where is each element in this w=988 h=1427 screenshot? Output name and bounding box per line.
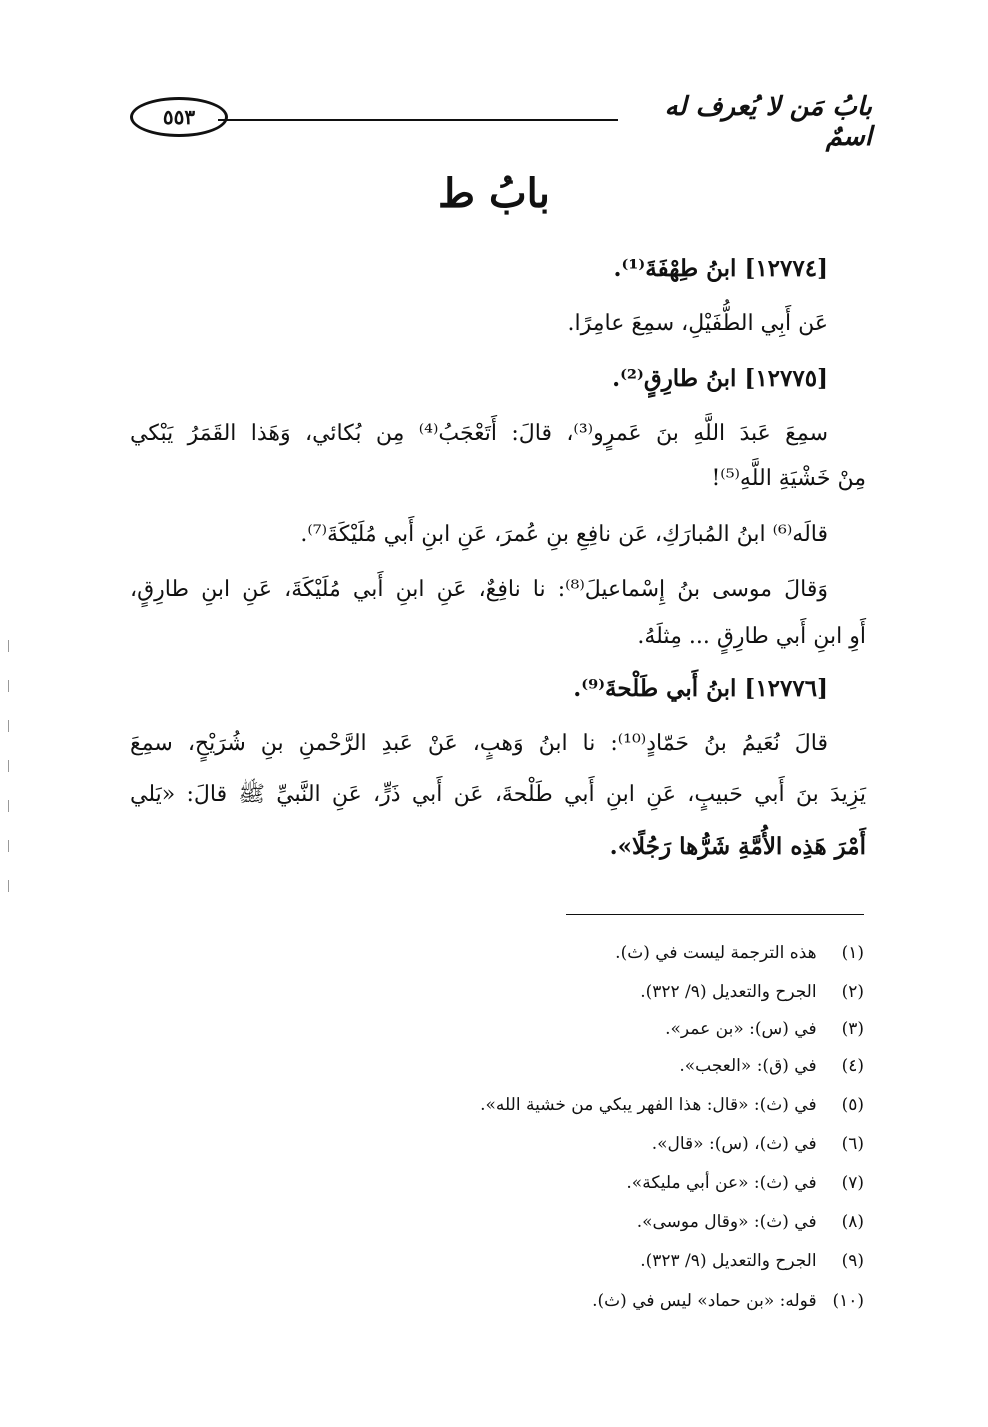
- footnote-text: في (ث): «عن أبي مليكة».: [626, 1173, 817, 1193]
- margin-mark: [8, 840, 9, 852]
- body-line: عَن أَبِي الطُّفَيْلِ، سمِعَ عامِرًا.: [567, 311, 828, 336]
- footnote-text: في (ث): «وقال موسى».: [636, 1212, 817, 1232]
- footnote: [200, 1209, 864, 1235]
- margin-mark: [8, 720, 9, 732]
- footnote-number: (١٠): [832, 1291, 864, 1311]
- footnote: [200, 979, 864, 1005]
- margin-mark: [8, 760, 9, 772]
- page-number: ٥٥٣: [130, 97, 228, 137]
- footnote-text: في (ق): «العجب».: [679, 1056, 817, 1076]
- footnote: [200, 1288, 864, 1314]
- footnote-text: هذه الترجمة ليست في (ث).: [615, 943, 817, 963]
- body-line: قالَه⁽⁶⁾ ابنُ المُبارَكِ، عَن نافِعِ بنِ عُمرَ، عَنِ ابنِ أَبي مُلَيْكَةَ⁽⁷⁾.: [300, 522, 828, 547]
- entry-heading: [١٢٧٧٦] ابنُ أَبي طَلْحةَ⁽⁹⁾.: [573, 675, 828, 702]
- footnote-text: قوله: «بن حماد» ليس في (ث).: [592, 1291, 817, 1311]
- footnote: [200, 1131, 864, 1157]
- header-rule: [218, 119, 618, 121]
- footnote: [200, 1170, 864, 1196]
- footnote-rule: [566, 914, 864, 915]
- margin-mark: [8, 640, 9, 652]
- footnote: [200, 1248, 864, 1274]
- footnote-number: (٨): [841, 1212, 864, 1232]
- footnote-number: (٣): [841, 1019, 864, 1039]
- footnote: [200, 940, 864, 966]
- footnote-number: (٧): [841, 1173, 864, 1193]
- footnote-number: (٤): [841, 1056, 864, 1076]
- footnote: [200, 1092, 864, 1118]
- entry-heading: [١٢٧٧٥] ابنُ طارِقٍ⁽²⁾.: [612, 365, 828, 392]
- body-line: يَزِيدَ بنَ أَبي حَبيبٍ، عَنِ ابنِ أَبي طَلْحةَ، عَن أَبي ذَرٍّ، عَنِ النَّبيِّ ﷺ قالَ: «يَلي: [130, 782, 866, 807]
- margin-mark: [8, 800, 9, 812]
- running-head: بابُ مَن لا يُعرف له اسمٌ: [664, 92, 872, 152]
- footnote-number: (١): [841, 943, 864, 963]
- body-line: سمِعَ عَبدَ اللَّهِ بنَ عَمرٍو⁽³⁾، قالَ: أَتَعْجَبُ⁽⁴⁾ مِن بُكائي، وَهَذا القَمَرُ يَبْكي: [130, 421, 828, 446]
- footnote-number: (٦): [841, 1134, 864, 1154]
- body-line: أَمْرَ هَذِه الأُمَّةِ شَرُّها رَجُلًا».: [609, 833, 866, 860]
- footnote-text: في (ث)، (س): «قال».: [651, 1134, 817, 1154]
- footnote-text: الجرح والتعديل (٩/ ٣٢٣).: [640, 1251, 817, 1271]
- footnote-number: (٥): [841, 1095, 864, 1115]
- footnote-text: في (ث): «قال: هذا الفهر يبكي من خشية الله».: [480, 1095, 817, 1115]
- footnote-number: (٢): [841, 982, 864, 1002]
- chapter-title: بابُ ط: [438, 170, 550, 217]
- footnote-number: (٩): [841, 1251, 864, 1271]
- body-line: قالَ نُعَيمُ بنُ حَمّادٍ⁽¹⁰⁾: نا ابنُ وَهبٍ، عَنْ عَبدِ الرَّحْمنِ بنِ شُرَيْحٍ، سمِعَ: [130, 731, 828, 756]
- margin-mark: [8, 680, 9, 692]
- footnote-text: الجرح والتعديل (٩/ ٣٢٢).: [640, 982, 817, 1002]
- footnote: [200, 1016, 864, 1042]
- entry-heading: [١٢٧٧٤] ابنُ طِهْفَةَ⁽¹⁾.: [613, 255, 828, 282]
- body-line: وَقالَ موسى بنُ إِسْماعيلَ⁽⁸⁾: نا نافِعٌ، عَنِ ابنِ أَبي مُلَيْكَةَ، عَنِ ابنِ طارِقٍ،: [130, 577, 828, 602]
- body-line: مِنْ خَشْيَةِ اللَّهِ⁽⁵⁾!: [711, 466, 866, 491]
- margin-mark: [8, 880, 9, 892]
- footnote: [200, 1053, 864, 1079]
- body-line: أَوِ ابنِ أَبي طارِقٍ ... مِثلَهُ.: [637, 624, 866, 649]
- footnote-text: في (س): «بن عمر».: [665, 1019, 817, 1039]
